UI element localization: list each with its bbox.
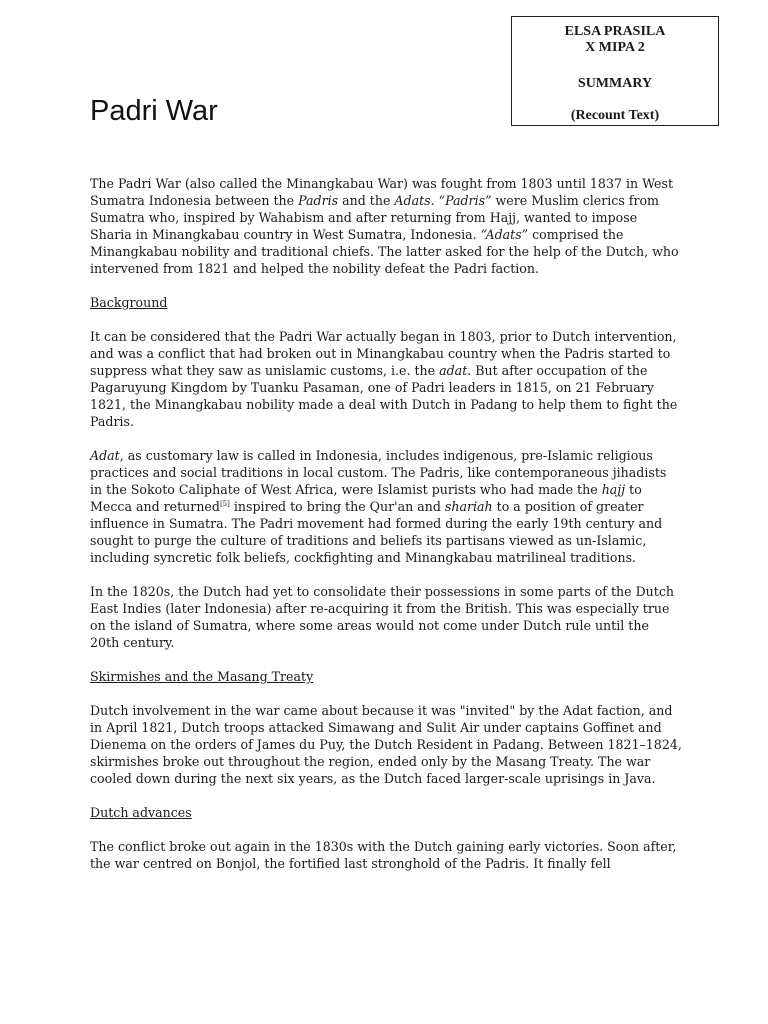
citation-link[interactable]: [5]	[219, 499, 230, 508]
section-heading-dutch-advances: Dutch advances	[90, 805, 192, 820]
background-paragraph-1: It can be considered that the Padri War actually began in 1803, prior to Dutch intervention, and was a conflict that had broken out in Minangkabau country when the Padris started to suppress what they saw as unislamic customs, i.e. the adat. But after occupation of the Pagaruyung Kingdom by Tuanku Pasaman, one of Padri leaders in 1815, on 21 February 1821, the Minangkabau nobility made a deal with Dutch in Padang to help them to fight the Padris.	[90, 329, 678, 429]
section-heading-skirmishes: Skirmishes and the Masang Treaty	[90, 669, 314, 684]
dutch-advances-paragraph: The conflict broke out again in the 1830s with the Dutch gaining early victories. Soon after, the war centred on Bonjol, the fortified last stronghold of the Padris. It finally fell	[90, 839, 677, 871]
student-name: ELSA PRASILA	[564, 24, 666, 39]
document-type: SUMMARY	[577, 76, 653, 91]
document-body	[90, 175, 682, 889]
student-info-box	[511, 16, 719, 126]
student-class: X MIPA 2	[585, 40, 645, 55]
text-genre: (Recount Text)	[570, 108, 660, 123]
section-heading-background: Background	[90, 295, 168, 310]
page-title: Padri War	[90, 95, 218, 127]
background-paragraph-2: Adat, as customary law is called in Indonesia, includes indigenous, pre-Islamic religious practices and social traditions in local custom. The Padris, like contemporaneous jihadists in the Sokoto Caliphate of West Africa, were Islamist purists who had made the hajj to Mecca and returned[5] inspired to bring the Qur'an and shariah to a position of greater influence in Sumatra. The Padri movement had formed during the early 19th century and sought to purge the culture of traditions and beliefs its partisans viewed as un-Islamic, including syncretic folk beliefs, cockfighting and Minangkabau matrilineal traditions.	[90, 448, 667, 565]
intro-paragraph: The Padri War (also called the Minangkabau War) was fought from 1803 until 1837 in West Sumatra Indonesia between the Padris and the Adats. “Padris” were Muslim clerics from Sumatra who, inspired by Wahabism and after returning from Hajj, wanted to impose Sharia in Minangkabau country in West Sumatra, Indonesia. “Adats” comprised the Minangkabau nobility and traditional chiefs. The latter asked for the help of the Dutch, who intervened from 1821 and helped the nobility defeat the Padri faction.	[90, 176, 679, 276]
background-paragraph-3: In the 1820s, the Dutch had yet to consolidate their possessions in some parts of the Dutch East Indies (later Indonesia) after re-acquiring it from the British. This was especially true on the island of Sumatra, where some areas would not come under Dutch rule until the 20th century.	[90, 584, 675, 650]
skirmishes-paragraph: Dutch involvement in the war came about because it was "invited" by the Adat faction, and in April 1821, Dutch troops attacked Simawang and Sulit Air under captains Goffinet and Dienema on the orders of James du Puy, the Dutch Resident in Padang. Between 1821–1824, skirmishes broke out throughout the region, ended only by the Masang Treaty. The war cooled down during the next six years, as the Dutch faced larger-scale uprisings in Java.	[90, 703, 682, 786]
